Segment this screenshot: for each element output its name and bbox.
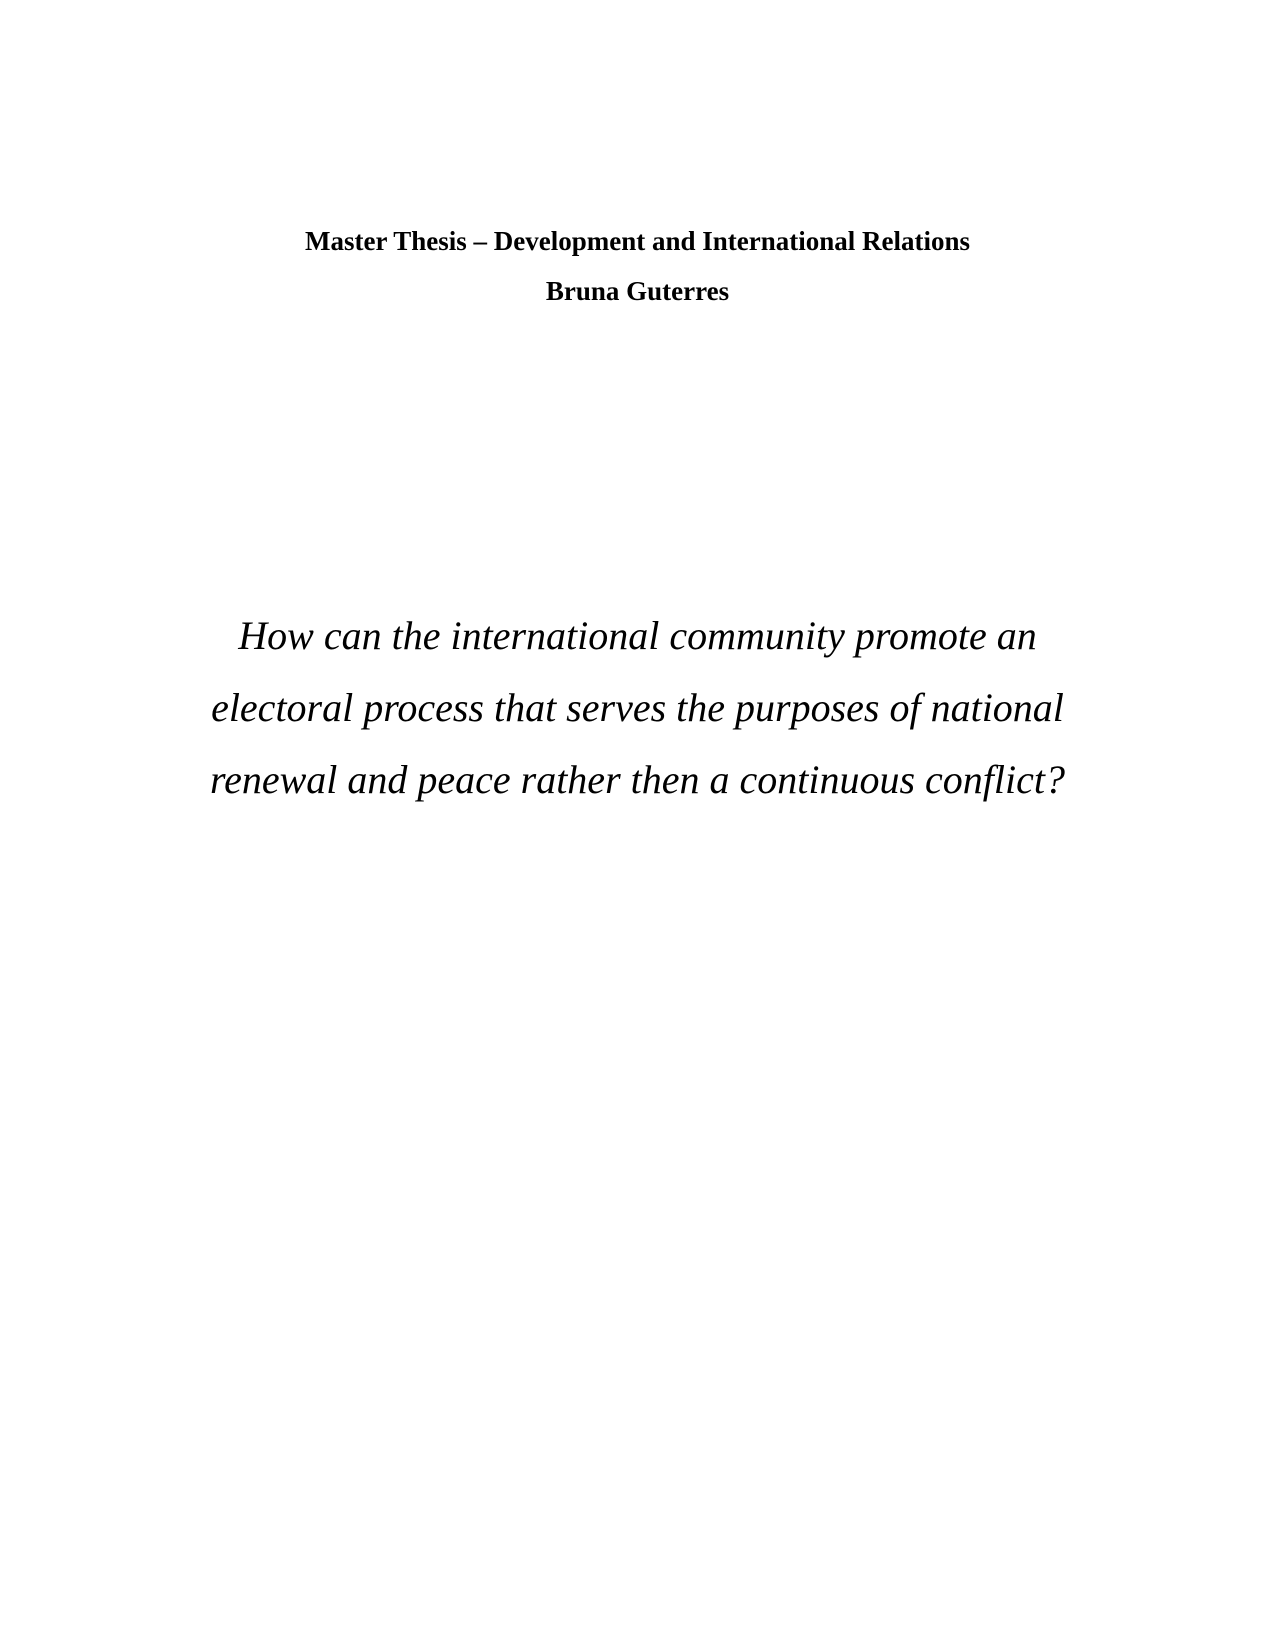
author-name: Bruna Guterres [545, 276, 730, 306]
research-question-line: How can the international community promote an [238, 613, 1037, 658]
thesis-heading: Master Thesis – Development and International Relations [304, 226, 970, 256]
research-question-line: renewal and peace rather then a continuous conflict? [209, 757, 1066, 802]
research-question [0, 600, 1275, 816]
research-question-line: electoral process that serves the purposes of national [211, 685, 1064, 730]
